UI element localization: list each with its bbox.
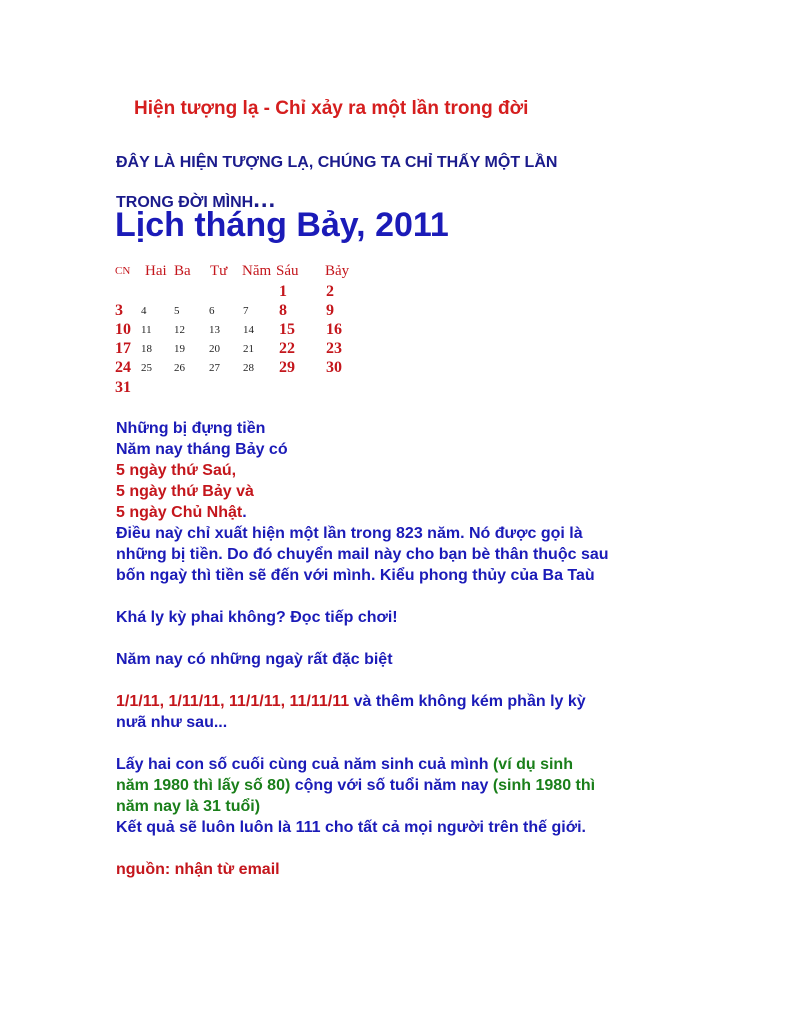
calendar-day: 6: [209, 305, 215, 317]
calendar-day: 10: [115, 321, 131, 338]
text-line-6: Điều naỳ chỉ xuất hiện một lần trong 823 năm. Nó được gọi là: [116, 525, 583, 542]
text-line-11-rest: và thêm không kém phần ly kỳ: [349, 693, 586, 710]
calendar-day: 27: [209, 362, 220, 374]
text-line-2: Năm nay tháng Bảy có: [116, 441, 288, 458]
text-line-15: năm nay là 31 tuổi): [116, 798, 261, 815]
text-line-13-blue: Lấy hai con số cuối cùng cuả năm sinh cuả mình: [116, 756, 493, 773]
calendar-day: 22: [279, 340, 295, 357]
calendar-day: 1: [279, 283, 287, 300]
page-title: Hiện tượng lạ - Chỉ xảy ra một lần trong đời: [134, 98, 529, 119]
calendar-day: 25: [141, 362, 152, 374]
calendar-day: 26: [174, 362, 185, 374]
calendar-day: 28: [243, 362, 254, 374]
calendar-day: 24: [115, 359, 131, 376]
special-dates: 1/1/11, 1/11/11, 11/1/11, 11/11/11: [116, 693, 350, 710]
heading-ellipsis: ...: [253, 186, 277, 213]
calendar-day: 13: [209, 324, 220, 336]
calendar-day: 11: [141, 324, 152, 336]
calendar-day: 16: [326, 321, 342, 338]
text-line-1: Những bị đựng tiền: [116, 420, 266, 437]
text-line-8: bốn ngaỳ thì tiền sẽ đến với mình. Kiểu phong thủy của Ba Taù: [116, 567, 595, 584]
calendar-day: 14: [243, 324, 254, 336]
text-line-9: Khá ly kỳ phai không? Đọc tiếp chơi!: [116, 609, 398, 626]
calendar-day: 3: [115, 302, 123, 319]
calendar-day: 21: [243, 343, 254, 355]
text-line-5: [116, 502, 247, 523]
calendar-header-ba: Ba: [174, 263, 191, 279]
calendar-day: 17: [115, 340, 131, 357]
calendar-day: 9: [326, 302, 334, 319]
calendar-day: 18: [141, 343, 152, 355]
heading-line-2-text: TRONG ĐỜI MÌNH: [116, 194, 254, 211]
text-line-14-blue: cộng với số tuổi năm nay: [290, 777, 493, 794]
text-line-3: 5 ngày thứ Saú,: [116, 462, 237, 479]
text-line-7: những bị tiền. Do đó chuyển mail này cho bạn bè thân thuộc sau: [116, 546, 609, 563]
calendar-title: Lịch tháng Bảy, 2011: [115, 206, 449, 244]
calendar-day: 19: [174, 343, 185, 355]
text-line-13: [116, 754, 573, 775]
source-line: nguồn: nhận từ email: [116, 861, 280, 878]
calendar-header-cn: CN: [115, 265, 131, 277]
text-line-5-period: .: [242, 504, 247, 521]
calendar-day: 7: [243, 305, 249, 317]
text-line-14-green-b: (sinh 1980 thì: [492, 777, 596, 794]
text-line-12: nưã như sau...: [116, 714, 228, 731]
text-line-4: 5 ngày thứ Bảy và: [116, 483, 254, 500]
calendar-day: 23: [326, 340, 342, 357]
calendar-header-sau: Sáu: [276, 263, 299, 279]
text-line-16: Kết quả sẽ luôn luôn là 111 cho tất cả mọi người trên thế giới.: [116, 819, 586, 836]
calendar-day: 2: [326, 283, 334, 300]
heading-line-1: ĐÂY LÀ HIỆN TƯỢNG LẠ, CHÚNG TA CHỈ THẤY MỘT LẦN: [116, 154, 558, 171]
calendar-day: 15: [279, 321, 295, 338]
text-line-14-green-a: năm 1980 thì lấy số 80): [116, 777, 291, 794]
text-line-11: [116, 691, 586, 712]
calendar-day: 4: [141, 305, 147, 317]
calendar-day: 20: [209, 343, 220, 355]
calendar-day: 5: [174, 305, 180, 317]
calendar-header-hai: Hai: [145, 263, 167, 279]
text-line-14: [116, 775, 595, 796]
calendar-header-bay: Bảy: [325, 263, 350, 279]
calendar-header-tu: Tư: [210, 263, 228, 279]
calendar-day: 30: [326, 359, 342, 376]
calendar-day: 31: [115, 379, 131, 396]
calendar-header-nam: Năm: [242, 263, 272, 279]
calendar-day: 12: [174, 324, 185, 336]
calendar-day: 8: [279, 302, 287, 319]
calendar-day: 29: [279, 359, 295, 376]
text-line-13-green: (ví dụ sinh: [492, 756, 573, 773]
text-line-10: Năm nay có những ngaỳ rất đặc biệt: [116, 651, 393, 668]
text-line-5-red: 5 ngày Chủ Nhật: [116, 504, 243, 521]
calendar-grid: [115, 261, 375, 401]
